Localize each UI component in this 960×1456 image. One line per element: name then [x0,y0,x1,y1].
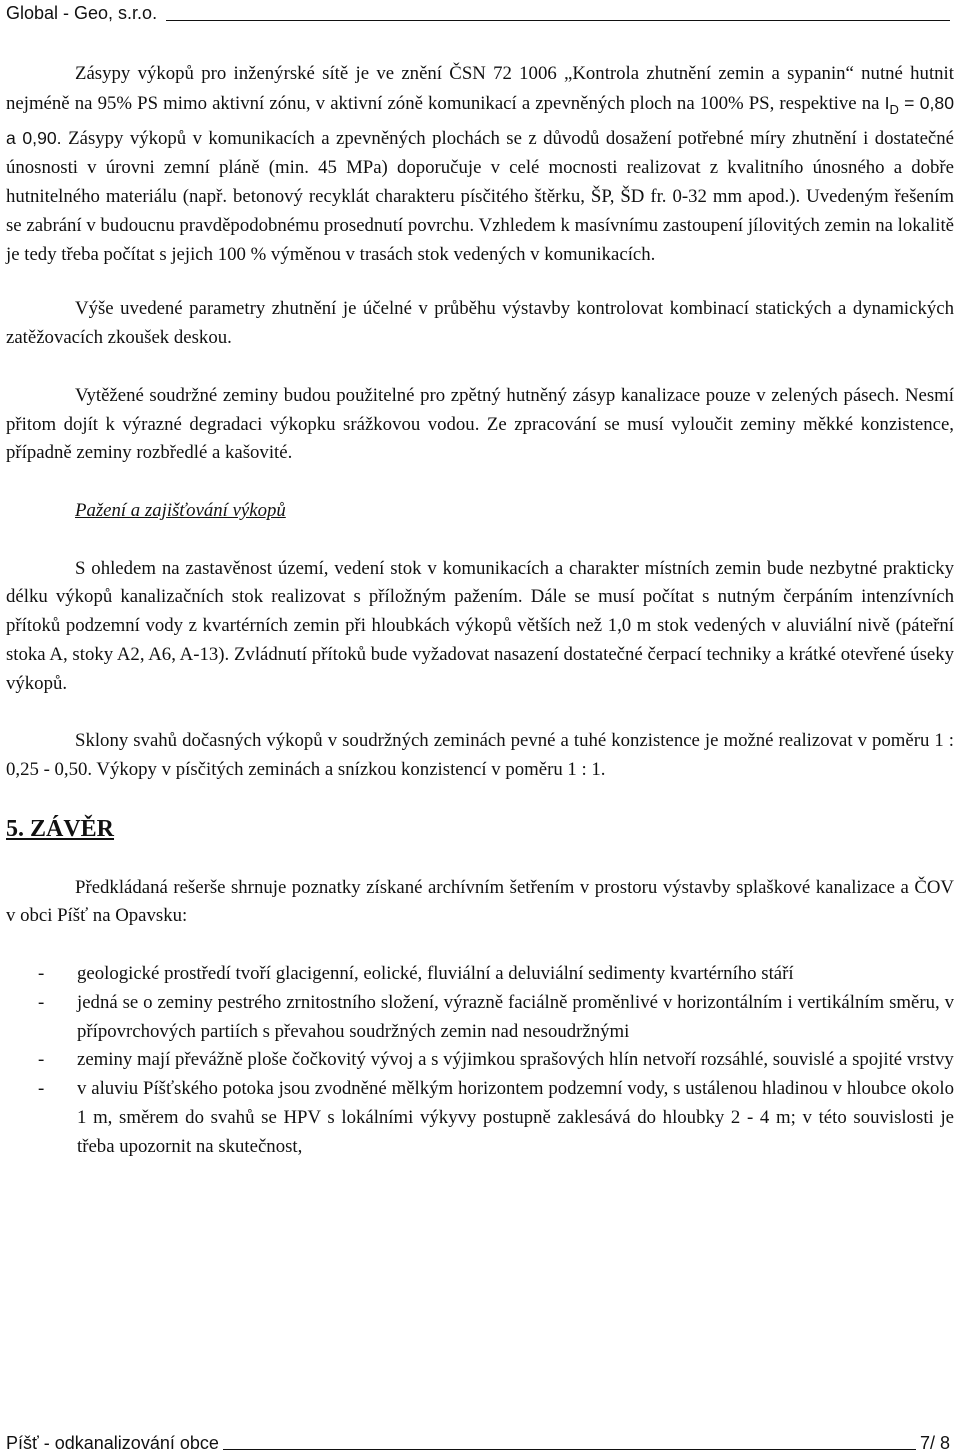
paragraph-text: Zásypy výkopů pro inženýrské sítě je ve znění ČSN 72 1006 „Kontrola zhutnění zemin a sypanin“ nutné hutnit nejméně na 95% PS mimo aktivní zónu, v aktivní zóně komunikací a zpevněných ploch na 100% PS, respektive na [6,63,954,114]
footer-title: Píšť - odkanalizování obce [6,1433,219,1453]
page-number: 7/ 8 [919,1433,950,1453]
paragraph-text: Sklony svahů dočasných výkopů v soudržných zeminách pevné a tuhé konzistence je možné realizovat v poměru 1 : 0,25 - 0,50. Výkopy v písčitých zeminách a snízkou konzistencí v poměru 1 : 1. [6,730,954,781]
paragraph-conclusion-intro [6,874,954,932]
paragraph-compaction-testing [6,295,954,353]
section-heading-conclusion: 5. ZÁVĚR [6,815,115,842]
header-company: Global - Geo, s.r.o. [6,3,158,23]
paragraph-text: Vytěžené soudržné zeminy budou použitelné pro zpětný hutněný zásyp kanalizace pouze v zelených pásech. Nesmí přitom dojít k výrazné degradaci výkopku srážkovou vodou. Ze zpracování se musí vyloučit zeminy měkké konzistence, případně zeminy rozbředlé a kašovité. [6,384,954,464]
list-item [6,989,954,1047]
paragraph-shoring [6,555,954,699]
list-bullet: - [38,1078,45,1100]
density-index-symbol: I [884,92,890,113]
paragraph-text: Výše uvedené parametry zhutnění je účelné v průběhu výstavby kontrolovat kombinací statických a dynamických zatěžovacích zkoušek deskou. [6,298,954,349]
paragraph-text: S ohledem na zastavěnost území, vedení stok v komunikacích a charakter místních zemin bude nezbytné prakticky délku výkopů kanalizačních stok realizovat s příložným pažením. Dále se musí počítat s nutným čerpáním intenzívních přítoků podzemní vody z kvartérních zemin při hloubkách výkopů větších než 1,0 m stok vedených v aluviální nivě (páteřní stoka A, stoky A2, A6, A-13). Zvládnutí přítoků bude vyžadovat nasazení dostatečné čerpací techniky a krátké otevřené úseky výkopů. [6,557,954,694]
page-footer [6,1430,950,1454]
list-bullet: - [38,1049,45,1071]
subheading-shoring: Pažení a zajišťování výkopů [75,499,286,521]
list-item [6,960,954,989]
list-item [6,1075,954,1161]
list-item-text: jedná se o zeminy pestrého zrnitostního složení, výrazně faciálně proměnlivé v horizontálním i vertikálním směru, v přípovrchových partiích s převahou soudržných zemin nad nesoudržnými [77,991,954,1042]
paragraph-excavated-soils [6,382,954,468]
list-item [6,1046,954,1075]
list-item-text: geologické prostředí tvoří glacigenní, eolické, fluviální a deluviální sedimenty kvartérního stáří [77,963,794,985]
header-rule [166,20,950,21]
paragraph-text: Zásypy výkopů v komunikacích a zpevněných plochách se z důvodů dosažení potřebné míry zhutnění i dostatečné únosnosti v úrovni zemní pláně (min. 45 MPa) doporučuje v celé mocnosti realizovat z kvalitního únosného a dobře hutnitelného materiálu (např. betonový recyklát charakteru písčitého štěrku, ŠP, ŠD fr. 0-32 mm apod.). Uvedeným řešením se zabrání v budoucnu pravděpodobnému prosednutí povrchu. Vzhledem k masívnímu zastoupení jílovitých zemin na lokalitě je tedy třeba počítat s jejich 100 % výměnou v trasách stok vedených v komunikacích. [6,128,954,265]
footer-rule [223,1449,916,1450]
page-header [6,2,950,26]
document-body [6,60,954,1162]
density-index-values: = 0,80 a 0,90. [6,92,954,149]
paragraph-backfill-compaction [6,60,954,269]
paragraph-text: Předkládaná rešerše shrnuje poznatky získané archívním šetřením v prostoru výstavby splaškové kanalizace a ČOV v obci Píšť na Opavsku: [6,876,954,927]
list-item-text: v aluviu Píšťského potoka jsou zvodněné mělkým horizontem podzemní vody, s ustálenou hladinou v hloubce okolo 1 m, směrem do svahů se HPV s lokálními výkyvy postupně zaklesává do hloubky 2 - 4 m; v této souvislosti je třeba upozornit na skutečnost, [77,1078,954,1157]
list-bullet: - [38,991,45,1013]
density-index-subscript: D [889,101,899,117]
paragraph-slopes [6,727,954,785]
conclusion-list [6,960,954,1162]
list-item-text: zeminy mají převážně ploše čočkovitý vývoj a s výjimkou sprašových hlín netvoří rozsáhlé, souvislé a spojité vrstvy [77,1049,954,1071]
list-bullet: - [38,963,45,985]
